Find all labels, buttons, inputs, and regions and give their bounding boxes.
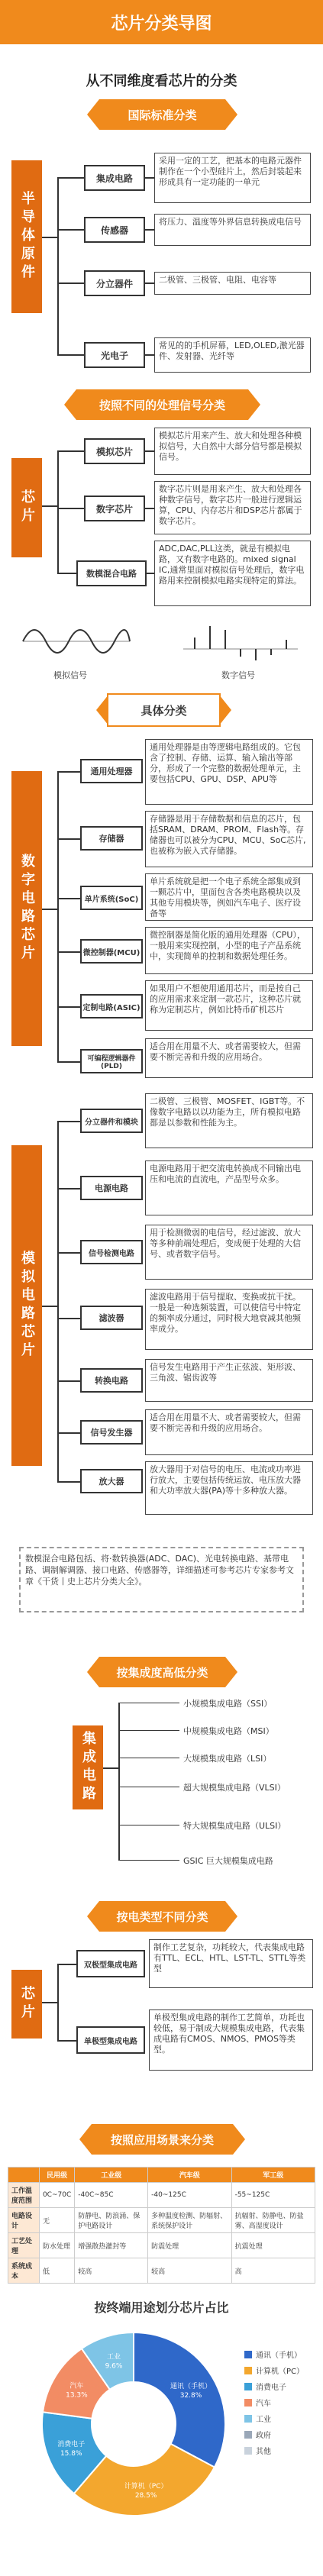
electrical-desc-1: 单极型集成电路的制作工艺简单，功耗也较低，易于制成大规模集成电路，代表集成电路有CMOS、NMOS、PMOS等类型。: [149, 2009, 313, 2071]
pie-slice-value: 13.3%: [66, 2391, 88, 2400]
table-cell: 高: [231, 2258, 315, 2284]
analog-vlabel: [11, 1145, 42, 1466]
table-cell: -40~125C: [148, 2183, 231, 2208]
connector: [57, 771, 80, 773]
connector: [57, 1964, 76, 1965]
node-label: 模拟芯片: [95, 446, 133, 457]
connector: [57, 1481, 80, 1483]
node-label: 通用处理器: [90, 767, 133, 776]
connector: [42, 2002, 57, 2003]
node-label: 微控制器(MCU): [82, 948, 141, 957]
electrical-vlabel: [11, 1970, 42, 2039]
signal-node-2: [76, 560, 147, 586]
connector: [57, 354, 84, 356]
table-cell: 较高: [148, 2258, 231, 2284]
analog-node-3: [80, 1306, 143, 1330]
table-header-row: [8, 2168, 315, 2183]
electrical-desc-0: 制作工艺复杂，功耗较大，代表集成电路有TTL、ECL、HTL、LST-TL、STTL等类型: [149, 1939, 313, 1988]
table-cell: 低: [39, 2258, 74, 2284]
section-signal-label: 按照不同的处理信号分类: [99, 398, 225, 412]
connector: [57, 450, 84, 452]
integration-vlabel-text: 集成电路: [80, 1731, 96, 1804]
table-row: [8, 2183, 315, 2208]
table-cell: 防静电、防浪涌、保护电路设计: [75, 2208, 148, 2233]
connector: [57, 1061, 80, 1063]
analog-desc-5: 适合用在用量不大、或者需要较大，但需要不断完善和升级的应用场合。: [145, 1409, 313, 1455]
integration-item-4: 特大规模集成电路（ULSI）: [183, 1821, 286, 1831]
table-cell: -40C~85C: [75, 2183, 148, 2208]
table-cell: 防水处理: [39, 2233, 74, 2258]
digital-node-4: [80, 994, 143, 1018]
legend-label: 通讯（手机）: [256, 2352, 302, 2360]
table-cell: 抗震处理: [231, 2233, 315, 2258]
connector: [57, 898, 80, 899]
table-cell: 较高: [75, 2258, 148, 2284]
digital-wave-icon: [179, 618, 302, 664]
analog-signal-label: 模拟信号: [53, 670, 87, 680]
node-label: 信号发生器: [90, 1428, 133, 1438]
national-node-1: [84, 217, 145, 243]
pie-slice-value: 28.5%: [134, 2492, 157, 2500]
node-label: 定制电路(ASIC): [82, 1003, 141, 1012]
legend-item: [244, 2445, 304, 2456]
connector: [57, 771, 59, 1061]
legend-label: 政府: [256, 2432, 271, 2440]
pie-slice-value: 15.8%: [60, 2450, 82, 2458]
section-signal: [76, 389, 248, 420]
node-label: 分立器件和模块: [85, 1118, 138, 1127]
node-label: 双极型集成电路: [84, 1961, 137, 1970]
digital-vlabel: [11, 771, 42, 1046]
analog-node-5: [80, 1420, 143, 1445]
application-table: [8, 2167, 315, 2284]
legend-swatch: [244, 2383, 252, 2390]
analog-node-2: [80, 1240, 143, 1264]
analog-node-6: [80, 1469, 143, 1493]
section-integration-label: 按集成度高低分类: [116, 1665, 208, 1680]
digital-desc-0: 通用处理器是由等逻辑电路组成的。它包含了控制、存储、运算、输入输出等部分，形成了一个完整的数据处理单元，主要包括CPU、GPU、DSP、APU等: [145, 739, 313, 805]
section-electrical: [99, 1901, 225, 1932]
node-label: 数字芯片: [95, 503, 133, 515]
node-label: 转换电路: [95, 1376, 128, 1386]
node-label: 滤波器: [99, 1313, 124, 1323]
pie-slice-name: 消费电子: [57, 2441, 86, 2449]
signal-desc-2: ADC,DAC,PLL这类，就是有模拟电路，又有数字电路的。mixed signal IC,通常里面对模拟信号处理后，数字电路用来控制模拟电路实现特定的算法。: [154, 541, 311, 606]
legend-label: 消费电子: [256, 2384, 286, 2392]
analog-desc-1: 电源电路用于把交流电转换成不同输出电压和电流的直流电，产品型号众多。: [145, 1160, 313, 1215]
legend-swatch: [244, 2399, 252, 2407]
integration-vlabel: [73, 1725, 103, 1809]
signal-node-1: [84, 496, 145, 521]
pie-slice-name: 通讯（手机）: [170, 2382, 212, 2390]
table-cell: 防震处理: [148, 2233, 231, 2258]
connector: [145, 282, 154, 284]
legend-label: 其他: [256, 2448, 271, 2456]
connector: [57, 1318, 80, 1319]
legend-swatch: [244, 2415, 252, 2423]
table-header-cell: 工业级: [75, 2168, 148, 2183]
node-label: 单片系统(SoC): [84, 895, 139, 904]
node-label: 单极型集成电路: [84, 2037, 137, 2046]
connector: [42, 237, 57, 238]
node-label: 信号检测电路: [89, 1249, 134, 1258]
national-desc-0: 采用一定的工艺，把基本的电路元器件制作在一个小型硅片上，然后封装起来形成具有一定功能的一单元: [154, 153, 311, 203]
national-vlabel-text: 半导体原件: [19, 191, 35, 282]
section-electrical-label: 按电类型不同分类: [116, 1909, 208, 1924]
national-vlabel: [11, 160, 42, 313]
pie-chart: [31, 2321, 237, 2527]
integration-item-1: 中规模集成电路（MSI）: [183, 1726, 274, 1736]
table-cell: 抗辐射、防静电、防盐雾、高湿度设计: [231, 2208, 315, 2233]
section-specific: [107, 693, 221, 727]
analog-wave-icon: [19, 618, 134, 664]
analog-node-1: [80, 1176, 143, 1200]
digital-node-0: [80, 759, 143, 783]
pie-slice-name: 计算机（PC）: [124, 2483, 168, 2491]
integration-item-0: 小规模集成电路（SSI）: [183, 1699, 273, 1709]
connector: [118, 1860, 179, 1861]
pie-slice-name: 汽车: [69, 2382, 84, 2390]
connector: [57, 229, 84, 231]
connector: [118, 1730, 179, 1731]
legend-swatch: [244, 2351, 252, 2358]
digital-desc-3: 微控制器是简化版的通用处理器（CPU），一般用来实现控制，小型的电子产品系统中，实现简单的控制和数据处理任务。: [145, 927, 313, 974]
electrical-node-0: [76, 1950, 145, 1977]
connector: [118, 1703, 120, 1860]
connector: [145, 229, 154, 231]
table-cell: 电路设计: [8, 2208, 40, 2233]
digital-node-5: [80, 1049, 143, 1073]
pie-slice-name: 工业: [107, 2353, 121, 2361]
connector: [42, 909, 57, 910]
analog-node-4: [80, 1368, 143, 1393]
connector: [145, 508, 154, 509]
legend-item: [244, 2381, 304, 2392]
table-cell: 增强散热灌封等: [75, 2233, 148, 2258]
connector: [57, 951, 80, 953]
table-header-cell: 军工级: [231, 2168, 315, 2183]
analog-desc-6: 放大器用于对信号的电压、电流或功率进行放大，主要包括传统运放、电压放大器和大功率放大器(PA)等十多种放大器。: [145, 1461, 313, 1515]
analog-desc-4: 信号发生电路用于产生正弦波、矩形波、三角波、锯齿波等: [145, 1359, 313, 1402]
national-desc-3: 常见的的手机屏幕，LED,OLED,激光器件、发射器、光纤等: [154, 337, 311, 373]
connector: [57, 838, 80, 840]
table-cell: 系统成本: [8, 2258, 40, 2284]
table-cell: 工作温度范围: [8, 2183, 40, 2208]
signal-node-0: [84, 438, 145, 464]
legend-label: 计算机（PC）: [256, 2368, 305, 2376]
table-cell: 0C~70C: [39, 2183, 74, 2208]
node-label: 可编程逻辑器件(PLD): [87, 1054, 136, 1070]
signal-vlabel: [11, 458, 42, 557]
digital-node-1: [80, 826, 143, 851]
analog-desc-2: 用于检测微弱的电信号，经过滤波、放大等多种前端处理后，变成便于处理的大信号、或者数字信号。: [145, 1225, 313, 1280]
legend-item: [244, 2397, 304, 2408]
section-national-label: 国际标准分类: [128, 108, 197, 122]
table-row: [8, 2258, 315, 2284]
digital-desc-5: 适合用在用量不大、或者需要较大，但需要不断完善和升级的应用场合。: [145, 1038, 313, 1078]
table-row: [8, 2208, 315, 2233]
page-title: [0, 0, 323, 44]
signal-desc-1: 数字芯片则是用来产生、放大和处理各种数字信号，数字芯片一般进行逻辑运算，CPU、内存芯片和DSP芯片都属于数字芯片。: [154, 481, 311, 534]
connector: [57, 177, 59, 354]
national-desc-2: 二极管、三极管、电阻、电容等: [154, 272, 311, 295]
node-label: 分立器件: [95, 278, 133, 289]
table-row: [8, 2233, 315, 2258]
connector: [57, 282, 84, 284]
connector: [57, 1006, 80, 1008]
subtitle: 从不同维度看芯片的分类: [86, 73, 237, 89]
table-cell: 无: [39, 2208, 74, 2233]
connector: [42, 1306, 57, 1307]
connector: [145, 450, 154, 452]
legend-label: 工业: [256, 2416, 271, 2424]
pie-legend: [244, 2344, 304, 2461]
connector: [57, 2040, 76, 2042]
pie-title: 按终端用途划分芯片占比: [94, 2300, 229, 2315]
analog-desc-3: 滤波电路用于信号提取、变换或抗干扰。一般是一种选频装置，可以使信号中特定的频率成分通过，同时极大地衰减其他频率成分。: [145, 1289, 313, 1350]
table-header-cell: 汽车级: [148, 2168, 231, 2183]
connector: [145, 354, 154, 356]
legend-swatch: [244, 2431, 252, 2439]
connector: [57, 1380, 80, 1382]
analog-vlabel-text: 模拟电路芯片: [19, 1251, 35, 1361]
integration-item-2: 大规模集成电路（LSI）: [183, 1754, 272, 1764]
node-label: 放大器: [99, 1477, 124, 1487]
table-header-cell: [8, 2168, 40, 2183]
node-label: 传感器: [100, 224, 128, 236]
table-cell: -55~125C: [231, 2183, 315, 2208]
legend-item: [244, 2365, 304, 2376]
legend-swatch: [244, 2447, 252, 2455]
connector: [57, 1252, 80, 1254]
digital-node-3: [80, 939, 143, 964]
node-label: 集成电路: [95, 173, 133, 184]
connector: [57, 450, 59, 573]
electrical-node-1: [76, 2026, 145, 2054]
section-national: [99, 99, 225, 130]
legend-item: [244, 2413, 304, 2424]
digital-vlabel-text: 数字电路芯片: [19, 854, 35, 964]
signal-desc-0: 模拟芯片用来产生、放大和处理各种模拟信号，大自然中大部分信号都是模拟信号。: [154, 428, 311, 475]
national-node-3: [84, 342, 145, 368]
digital-desc-1: 存储器是用于存储数据和信息的芯片，包括SRAM、DRAM、PROM、Flash等。存储器也可以被分为CPU、MCU、SoC芯片,也被称为嵌入式存储器。: [145, 811, 313, 867]
legend-item: [244, 2348, 304, 2360]
digital-signal-label: 数字信号: [221, 670, 255, 680]
node-label: 数模混合电路: [86, 569, 137, 579]
legend-swatch: [244, 2367, 252, 2374]
integration-item-5: GSIC 巨大规模集成电路: [183, 1856, 273, 1866]
table-cell: 工艺处理: [8, 2233, 40, 2258]
pie-slice-value: 32.8%: [179, 2391, 202, 2400]
legend-item: [244, 2429, 304, 2440]
integration-item-3: 超大规模集成电路（VLSI）: [183, 1783, 286, 1793]
national-desc-1: 将压力、温度等外界信息转换成电信号: [154, 214, 311, 246]
analog-node-0: [80, 1109, 143, 1133]
signal-vlabel-text: 芯片: [19, 489, 35, 526]
national-node-0: [84, 165, 145, 191]
connector: [103, 1767, 118, 1769]
connector: [57, 1121, 59, 1481]
legend-label: 汽车: [256, 2400, 271, 2408]
connector: [57, 1964, 59, 2040]
connector: [57, 177, 84, 179]
section-application: [92, 2124, 233, 2155]
connector: [42, 505, 57, 507]
node-label: 光电子: [100, 350, 128, 361]
connector: [147, 573, 154, 574]
pie-slice-value: 9.6%: [105, 2362, 123, 2371]
pie-slice: [134, 2332, 225, 2467]
connector: [57, 1121, 80, 1122]
connector: [57, 1432, 80, 1434]
electrical-vlabel-text: 芯片: [19, 1986, 35, 2022]
section-integration: [99, 1657, 225, 1687]
connector: [57, 508, 84, 509]
note-box: 数模混合电路包括、将·数转换器(ADC、DAC)、光电转换电路、基带电路、调制解调器、接口电路、传感器等，详细描述可参考芯片专家参考文章《干货丨史上芯片分类大全》。: [19, 1547, 304, 1612]
digital-desc-2: 单片系统就是把一个电子系统全部集成到一颗芯片中，里面包含各类电路模块以及其他专用模块等，例如汽车电子、医疗设备等: [145, 873, 313, 921]
table-header-cell: 民用级: [39, 2168, 74, 2183]
section-specific-label: 具体分类: [141, 703, 187, 718]
node-label: 存储器: [99, 834, 124, 844]
node-label: 电源电路: [95, 1183, 128, 1193]
table-cell: 多种温度检测、防辐射、系统保护设计: [148, 2208, 231, 2233]
connector: [57, 1188, 80, 1190]
connector: [145, 177, 154, 179]
national-node-2: [84, 270, 145, 296]
analog-desc-0: 二极管、三极管、MOSFET、IGBT等。不像数字电路以以功能为主，所有模拟电路都是以参数和性能为主。: [145, 1093, 313, 1148]
digital-desc-4: 如果用户不想使用通用芯片，而是按自己的应用需求来定制一款芯片，这种芯片就称为定制芯片，例如比特币矿机芯片: [145, 980, 313, 1031]
section-application-label: 按照应用场景来分类: [110, 2132, 214, 2147]
title-text: 芯片分类导图: [111, 14, 212, 34]
digital-node-2: [80, 886, 143, 910]
